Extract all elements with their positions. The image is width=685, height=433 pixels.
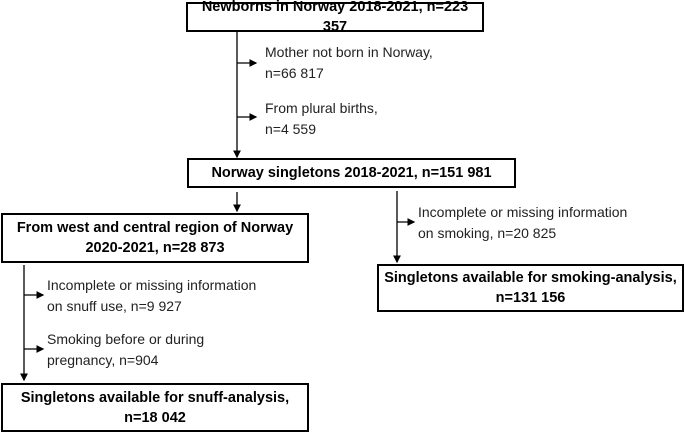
- box-line: n=131 156: [495, 290, 566, 306]
- note-line: Smoking before or during: [47, 331, 205, 347]
- box-smoking-available: [377, 264, 684, 312]
- box-singletons: [187, 158, 516, 188]
- note-line: Incomplete or missing information: [418, 204, 628, 220]
- box-west-central: [1, 213, 309, 263]
- note-line: on smoking, n=20 825: [418, 224, 557, 241]
- box-line: 2020-2021, n=28 873: [85, 240, 225, 256]
- note-line: on snuff use, n=9 927: [47, 297, 182, 314]
- box-singletons-text: Norway singletons 2018-2021, n=151 981: [211, 165, 492, 181]
- note-line: Mother not born in Norway,: [265, 44, 433, 60]
- note-line: n=66 817: [265, 64, 324, 81]
- note-missing-snuff: [47, 275, 256, 316]
- box-line: Singletons available for snuff-analysis,: [20, 389, 290, 406]
- note-line: Incomplete or missing information: [47, 277, 257, 293]
- note-plural-births: [265, 98, 378, 139]
- box-newborns: [186, 0, 484, 35]
- note-mother-not-born: [265, 42, 433, 83]
- note-line: pregnancy, n=904: [47, 351, 159, 368]
- box-line: n=18 042: [124, 409, 186, 426]
- note-line: n=4 559: [265, 120, 316, 137]
- box-snuff-available: [1, 383, 309, 432]
- note-line: From plural births,: [265, 100, 378, 116]
- note-missing-smoking: [418, 202, 627, 243]
- box-newborns-text: Newborns in Norway 2018-2021, n=223 357: [201, 0, 469, 35]
- box-line: Singletons available for smoking-analysis,: [384, 270, 677, 286]
- box-line: From west and central region of Norway: [16, 220, 294, 236]
- note-smoking-pregnancy: [47, 329, 204, 370]
